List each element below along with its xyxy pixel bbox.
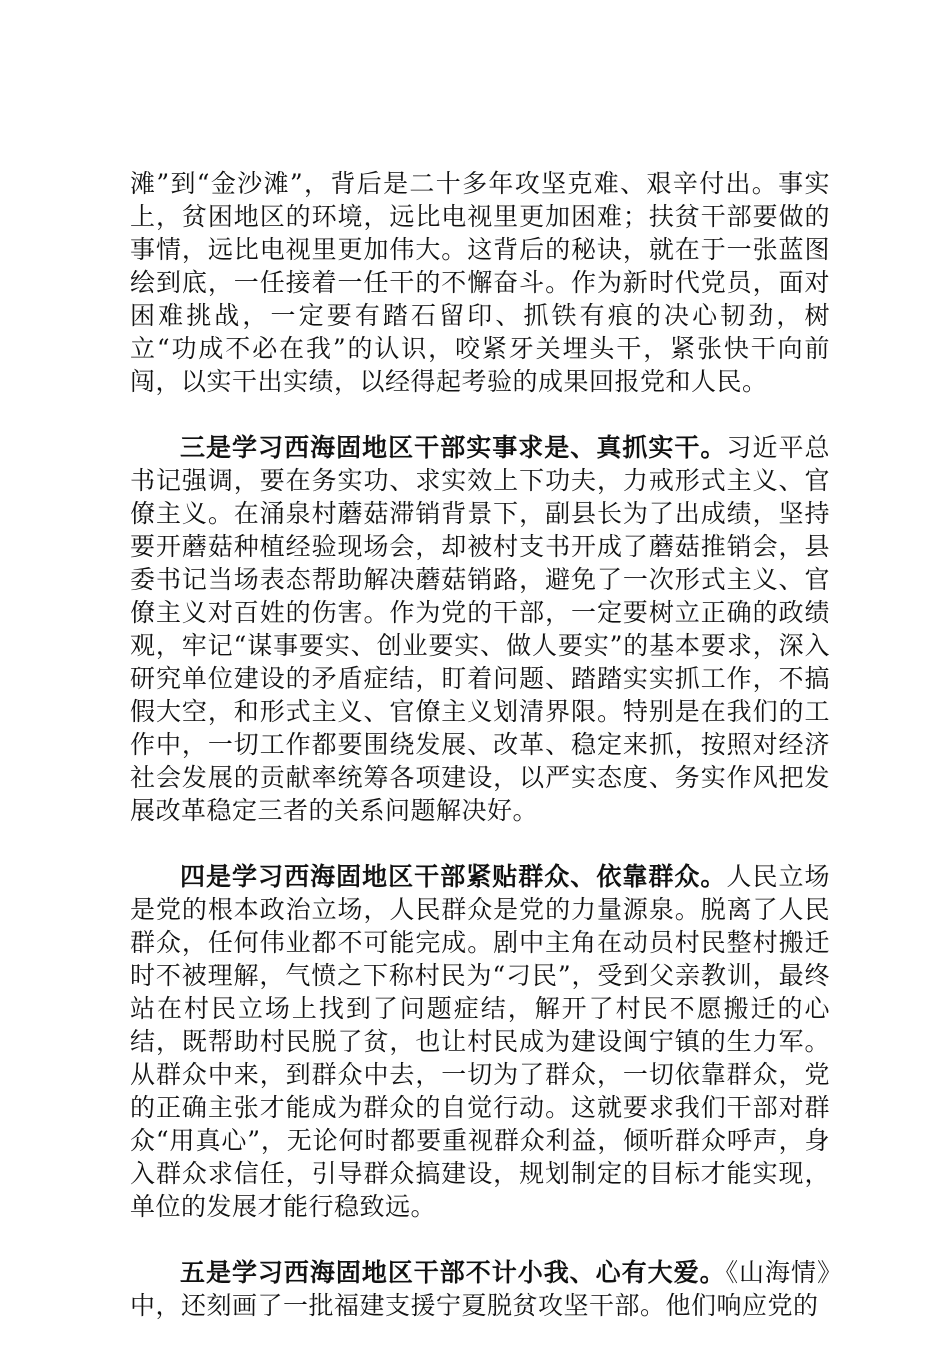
paragraph-body: 习近平总书记强调，要在务实功、求实效上下功夫，力戒形式主义、官僚主义。在涌泉村蘑菇滞销背景下，副县长为了出成绩，坚持要开蘑菇种植经验现场会，却被村支书开成了蘑菇推销会，县委书记当场表态帮助解决蘑菇销路，避免了一次形式主义、官僚主义对百姓的伤害。作为党的干部，一定要树立正确的政绩观，牢记“谋事要实、创业要实、做人要实”的基本要求，深入研究单位建设的矛盾症结，盯着问题、踏踏实实抓工作，不搞假大空，和形式主义、官僚主义划清界限。特别是在我们的工作中，一切工作都要围绕发展、改革、稳定来抓，按照对经济社会发展的贡献率统筹各项建设，以严实态度、务实作风把发展改革稳定三者的关系问题解决好。	[130, 433, 830, 825]
paragraph-lead: 三是学习西海固地区干部实事求是、真抓实干。	[180, 433, 727, 462]
paragraph-lead: 四是学习西海固地区干部紧贴群众、依靠群众。	[180, 862, 727, 891]
paragraph-body: 《山海情》中，还刻画了一批福建支援宁夏脱贫攻坚干部。他们响应党的	[130, 1258, 830, 1320]
paragraph-point-three	[130, 431, 830, 827]
paragraph-body: 人民立场是党的根本政治立场，人民群众是党的力量源泉。脱离了人民群众，任何伟业都不可能完成。剧中主角在动员村民整村搬迁时不被理解，气愤之下称村民为“刁民”，受到父亲教训，最终站在村民立场上找到了问题症结，解开了村民不愿搬迁的心结，既帮助村民脱了贫，也让村民成为建设闽宁镇的生力军。从群众中来，到群众中去，一切为了群众，一切依靠群众，党的正确主张才能成为群众的自觉行动。这就要求我们干部对群众“用真心”，无论何时都要重视群众利益，倾听群众呼声，身入群众求信任，引导群众搞建设，规划制定的目标才能实现，单位的发展才能行稳致远。	[130, 862, 830, 1221]
paragraph-lead: 五是学习西海固地区干部不计小我、心有大爱。	[180, 1258, 726, 1287]
paragraph-point-four	[130, 860, 830, 1223]
paragraph-body: 滩”到“金沙滩”，背后是二十多年攻坚克难、艰辛付出。事实上，贫困地区的环境，远比电视里更加困难；扶贫干部要做的事情，远比电视里更加伟大。这背后的秘诀，就在于一张蓝图绘到底，一任接着一任干的不懈奋斗。作为新时代党员，面对困难挑战，一定要有踏石留印、抓铁有痕的决心韧劲，树立“功成不必在我”的认识，咬紧牙关埋头干，紧张快干向前闯，以实干出实绩，以经得起考验的成果回报党和人民。	[130, 169, 830, 396]
paragraph-continuation	[130, 167, 830, 398]
document-body	[130, 167, 830, 1355]
paragraph-point-five	[130, 1256, 830, 1322]
